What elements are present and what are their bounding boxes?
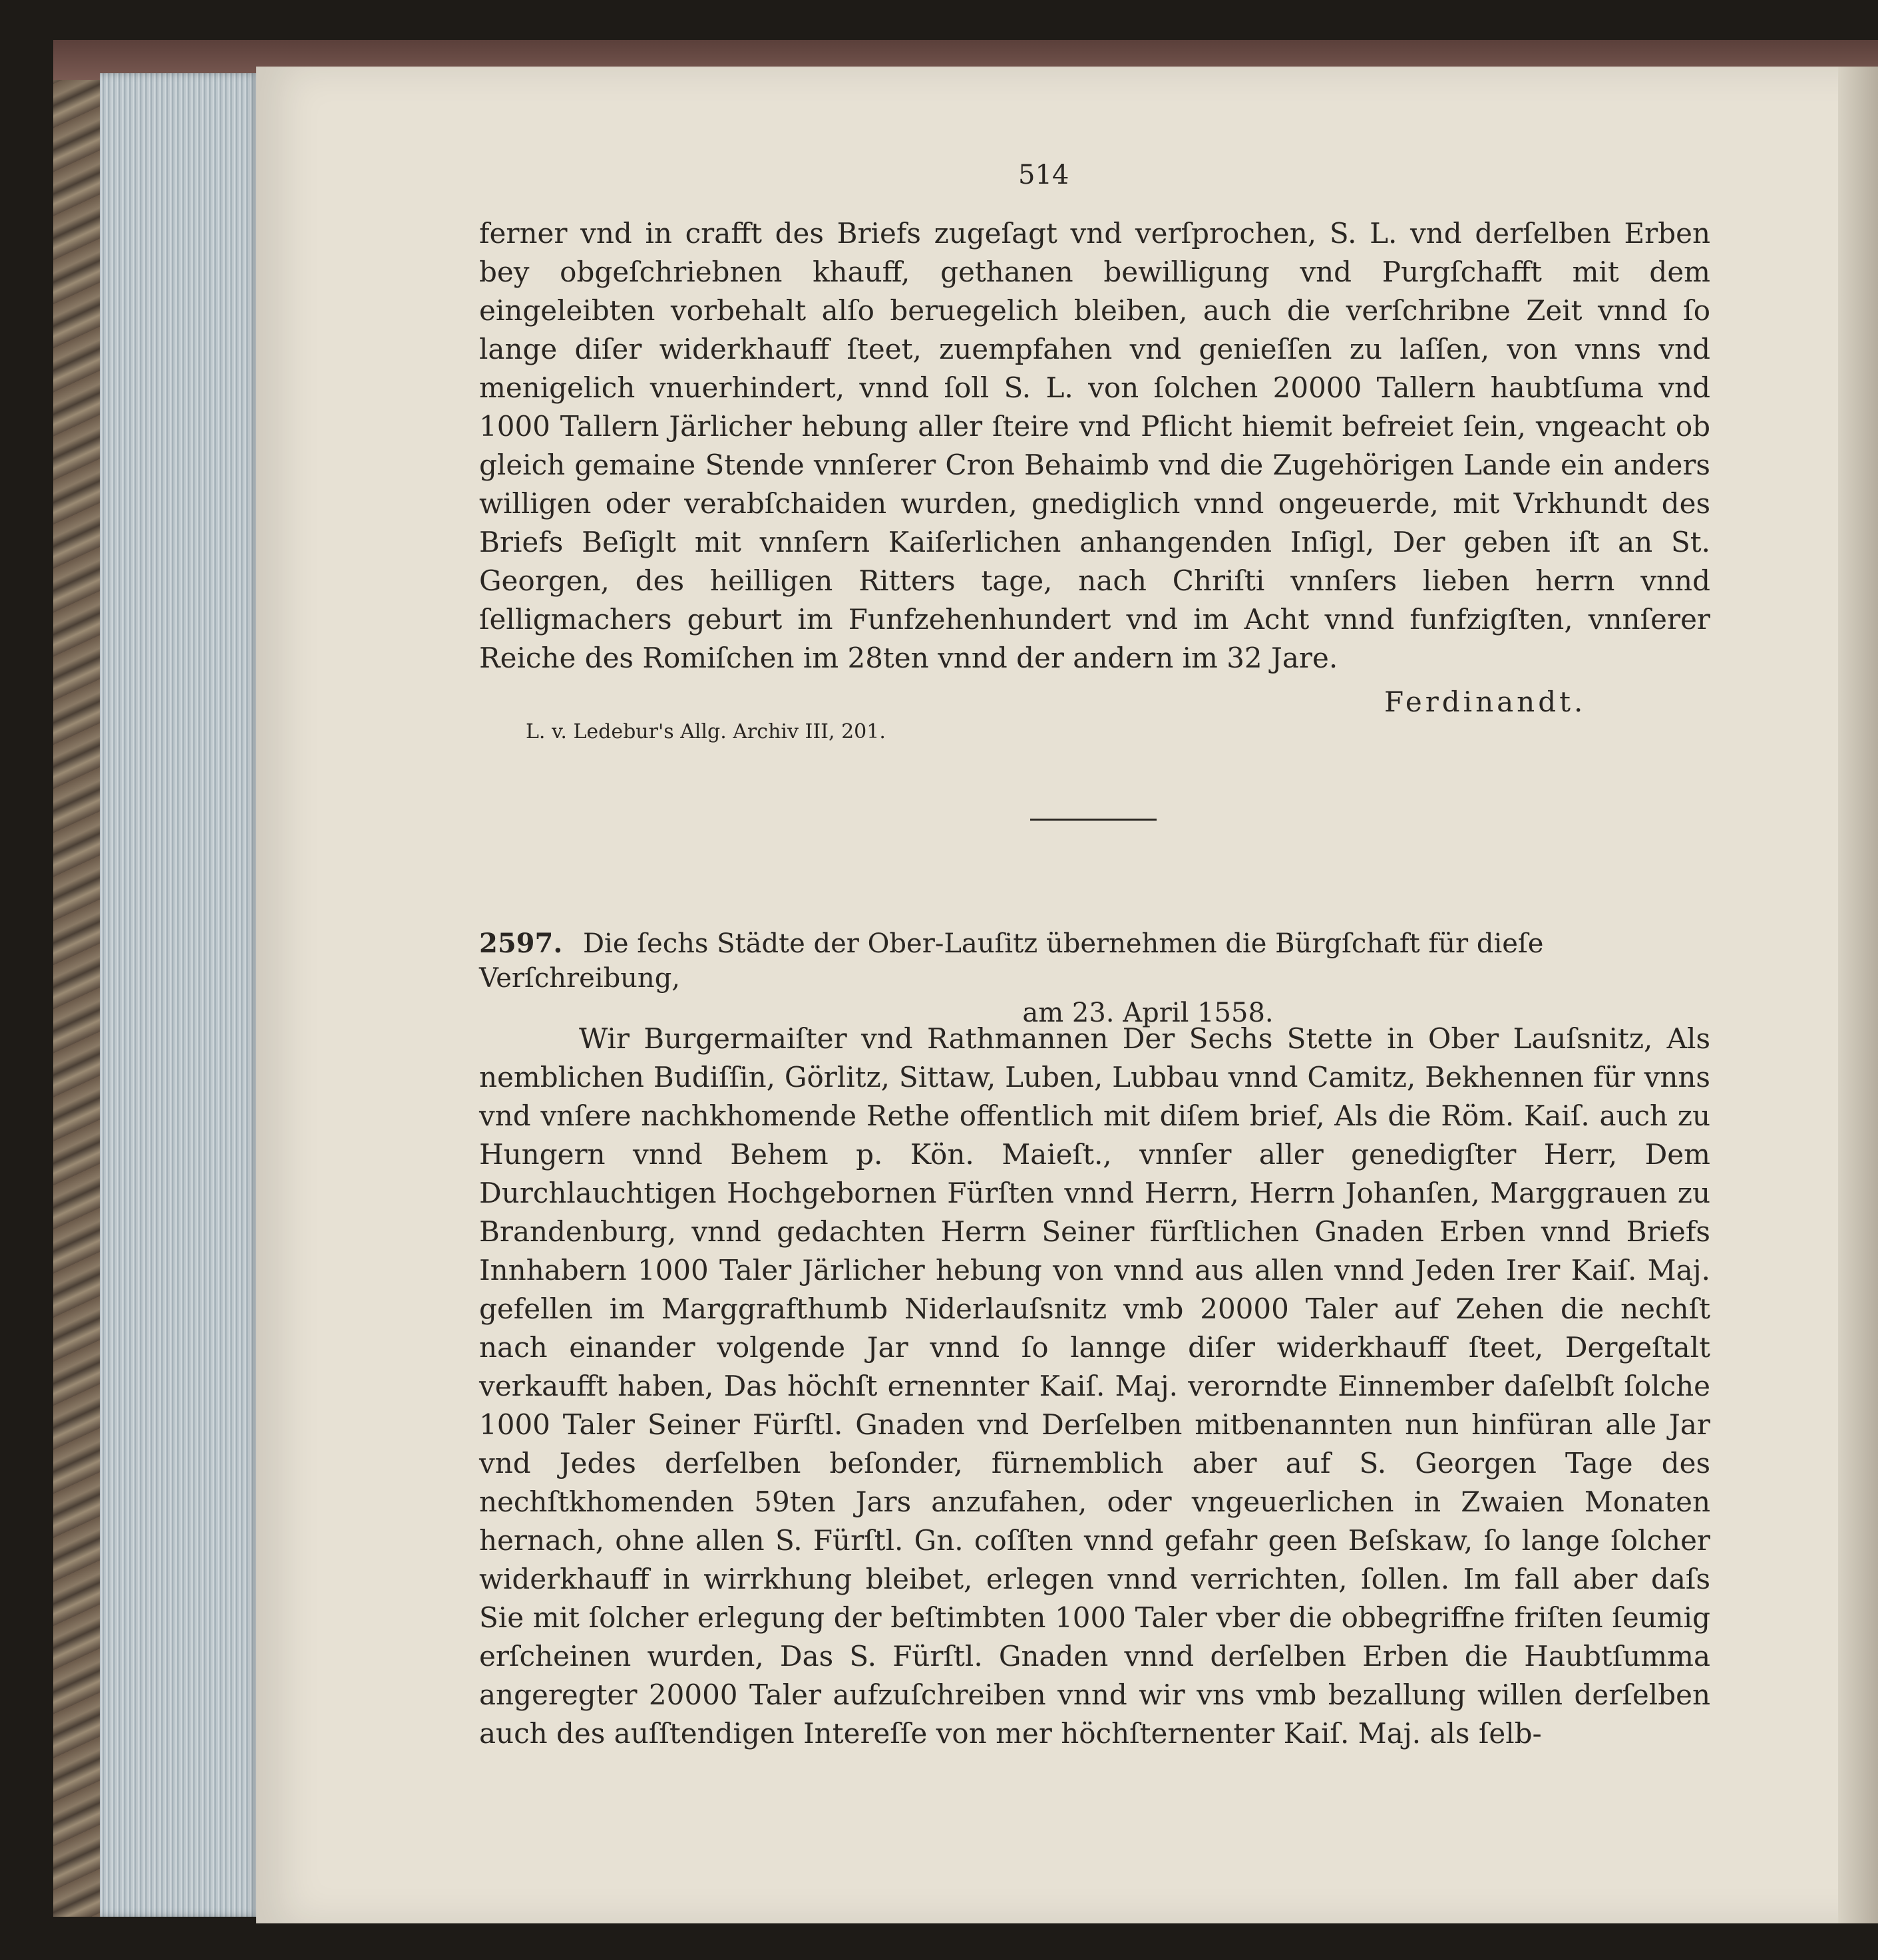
section-title-line2: am 23. April 1558. <box>1022 998 1274 1028</box>
page-right-edge <box>1838 67 1878 1923</box>
paragraph-continuation: ferner vnd in crafft des Briefs zugeſagt vnd verſprochen, S. L. vnd derſelben Erben bey obgeſchriebnen khauff, gethanen bewilligung vnd Purgſchafft mit dem eingeleibten vorbehalt alſo beruegelich bleiben, auch die verſchribne Zeit vnnd ſo lange diſer widerkhauff ſteet, zuempfahen vnd genieſſen zu laſſen, von vnns vnd menigelich vnuerhindert, vnnd ſoll S. L. von ſolchen 20000 Tallern haubtſuma vnd 1000 Tallern Järlicher hebung aller ſteire vnd Pflicht hiemit befreiet ſein, vngeacht ob gleich gemaine Stende vnnſerer Cron Behaimb vnd die Zugehörigen Lande ein anders willigen oder verabſchaiden wurden, gnediglich vnnd ongeuerde, mit Vrkhundt des Briefs Beſiglt mit vnnſern Kaiſerlichen anhangenden Inſigl, Der geben iſt an St. Georgen, des heilligen Ritters tage, nach Chriſti vnnſers lieben herrn vnnd ſelligmachers geburt im Funfzehenhundert vnd im Acht vnnd funfzigſten, vnnſerer Reiche des Romiſchen im 28ten vnnd der andern im 32 Jare. <box>479 217 1710 674</box>
section-heading <box>479 926 1710 1030</box>
section-title-line1: Die ſechs Städte der Ober-Lauſitz übernehmen die Bürgſchaft für dieſe Verſchreibung, <box>479 928 1544 994</box>
source-citation: L. v. Ledebur's Allg. Archiv III, 201. <box>526 720 886 743</box>
page-fore-edge <box>100 73 260 1917</box>
section-number: 2597. <box>479 928 563 959</box>
page-number: 514 <box>1018 160 1069 190</box>
section-divider <box>1030 819 1157 821</box>
signature: Ferdinandt. <box>1384 686 1587 718</box>
section-body-paragraph: Wir Burgermaiſter vnd Rathmannen Der Sechs Stette in Ober Lauſsnitz, Als nemblichen Budiſſin, Görlitz, Sittaw, Luben, Lubbau vnnd Camitz, Bekhennen für vnns vnd vnſere nachkhomende Rethe offentlich mit diſem brief, Als die Röm. Kaiſ. auch zu Hungern vnnd Behem p. Kön. Maieſt., vnnſer aller genedigſter Herr, Dem Durchlauchtigen Hochgebornen Fürſten vnnd Herrn, Herrn Johanſen, Marggrauen zu Brandenburg, vnnd gedachten Herrn Seiner fürſtlichen Gnaden Erben vnnd Briefs Innhabern 1000 Taler Järlicher hebung von vnnd aus allen vnnd Jeden Irer Kaiſ. Maj. gefellen im Marggrafthumb Niderlauſsnitz vmb 20000 Taler auf Zehen die nechſt nach einander volgende Jar vnnd ſo lannge diſer widerkhauff ſteet, Dergeſtalt verkaufft haben, Das höchſt ernennter Kaiſ. Maj. verorndte Einnember daſelbſt ſolche 1000 Taler Seiner Fürſtl. Gnaden vnd Derſelben mitbenannten nun hinfüran alle Jar vnd Jedes derſelben beſonder, fürnemblich aber auf S. Georgen Tage des nechſtkhomenden 59ten Jars anzufahen, oder vngeuerlichen in Zwaien Monaten hernach, ohne allen S. Fürſtl. Gn. coſſten vnnd gefahr geen Beſskaw, ſo lange ſolcher widerkhauff in wirrkhung bleibet, erlegen vnnd verrichten, ſollen. Im fall aber daſs Sie mit ſolcher erlegung der beſtimbten 1000 Taler vber die obbegriffne friſten ſeumig erſcheinen wurden, Das S. Fürſtl. Gnaden vnnd derſelben Erben die Haubtſumma angeregter 20000 Taler aufzuſchreiben vnnd wir vns vmb bezallung willen derſelben auch des auſſtendigen Intereſſe von mer höchſternenter Kaiſ. Maj. als ſelb- <box>479 1022 1710 1750</box>
